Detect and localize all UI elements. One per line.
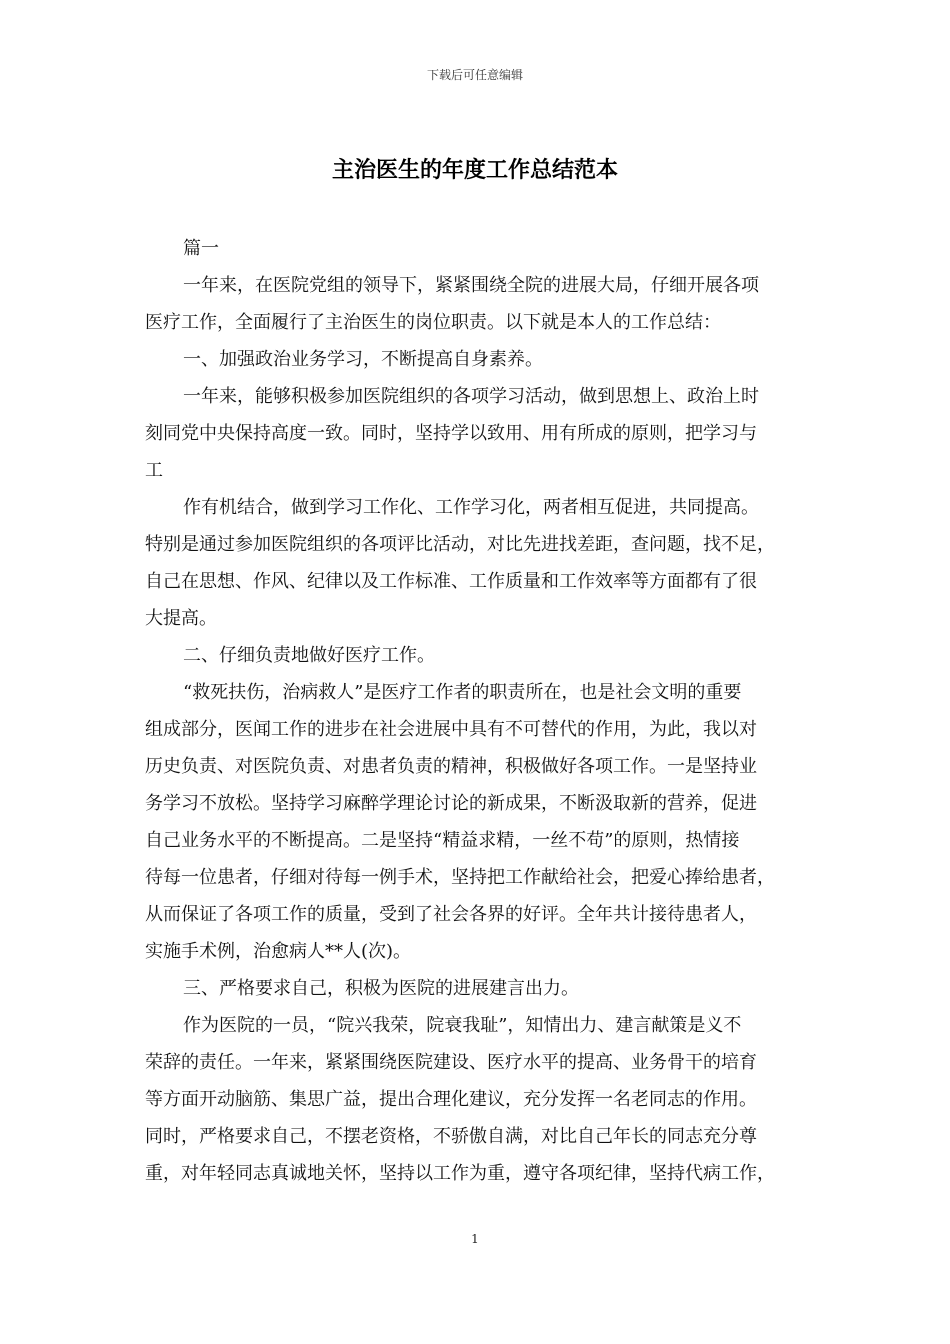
text-line: 三、严格要求自己，积极为医院的进展建言出力。 xyxy=(183,978,579,999)
text-line: 同时，严格要求自己，不摆老资格，不骄傲自满，对比自己年长的同志充分尊 xyxy=(145,1126,757,1147)
text-line: 作有机结合，做到学习工作化、工作学习化，两者相互促进，共同提高。 xyxy=(183,497,759,518)
text-line: 特别是通过参加医院组织的各项评比活动，对比先进找差距，查问题，找不足， xyxy=(145,534,775,555)
header-note: 下载后可任意编辑 xyxy=(426,68,523,82)
text-line: 一、加强政治业务学习，不断提高自身素养。 xyxy=(183,349,543,370)
text-line: 刻同党中央保持高度一致。同时，坚持学以致用、用有所成的原则，把学习与 xyxy=(145,423,757,444)
text-line: 等方面开动脑筋、集思广益，提出合理化建议，充分发挥一名老同志的作用。 xyxy=(145,1089,757,1110)
text-line: 待每一位患者，仔细对待每一例手术，坚持把工作献给社会，把爱心捧给患者， xyxy=(145,867,775,888)
text-line: 重，对年轻同志真诚地关怀，坚持以工作为重，遵守各项纪律，坚持代病工作， xyxy=(145,1163,775,1184)
text-line: 实施手术例，治愈病人**人(次)。 xyxy=(145,941,412,962)
text-line: 工 xyxy=(145,460,163,481)
text-line: 自己在思想、作风、纪律以及工作标准、工作质量和工作效率等方面都有了很 xyxy=(145,571,757,592)
text-line: 大提高。 xyxy=(145,608,217,629)
text-line: 务学习不放松。坚持学习麻醉学理论讨论的新成果，不断汲取新的营养，促进 xyxy=(145,793,757,814)
page-number: 1 xyxy=(471,1232,479,1246)
text-line: 从而保证了各项工作的质量，受到了社会各界的好评。全年共计接待患者人， xyxy=(145,904,757,925)
text-line: 自己业务水平的不断提高。二是坚持“精益求精，一丝不苟”的原则，热情接 xyxy=(145,830,740,851)
text-line: 二、仔细负责地做好医疗工作。 xyxy=(183,645,435,666)
document-body xyxy=(145,230,815,1192)
text-line: 荣辞的责任。一年来，紧紧围绕医院建设、医疗水平的提高、业务骨干的培育 xyxy=(145,1052,757,1073)
text-line: 一年来，能够积极参加医院组织的各项学习活动，做到思想上、政治上时 xyxy=(183,386,759,407)
document-title: 主治医生的年度工作总结范本 xyxy=(331,157,618,183)
text-line: 医疗工作，全面履行了主治医生的岗位职责。以下就是本人的工作总结： xyxy=(145,312,721,333)
text-line: 作为医院的一员，“院兴我荣，院衰我耻”，知情出力、建言献策是义不 xyxy=(183,1015,742,1036)
text-line: 篇一 xyxy=(183,238,219,259)
text-line: 组成部分，医闻工作的进步在社会进展中具有不可替代的作用，为此，我以对 xyxy=(145,719,757,740)
text-line: 历史负责、对医院负责、对患者负责的精神，积极做好各项工作。一是坚持业 xyxy=(145,756,757,777)
text-line: 一年来，在医院党组的领导下，紧紧围绕全院的进展大局，仔细开展各项 xyxy=(183,275,759,296)
text-line: “救死扶伤，治病救人”是医疗工作者的职责所在，也是社会文明的重要 xyxy=(183,682,742,703)
